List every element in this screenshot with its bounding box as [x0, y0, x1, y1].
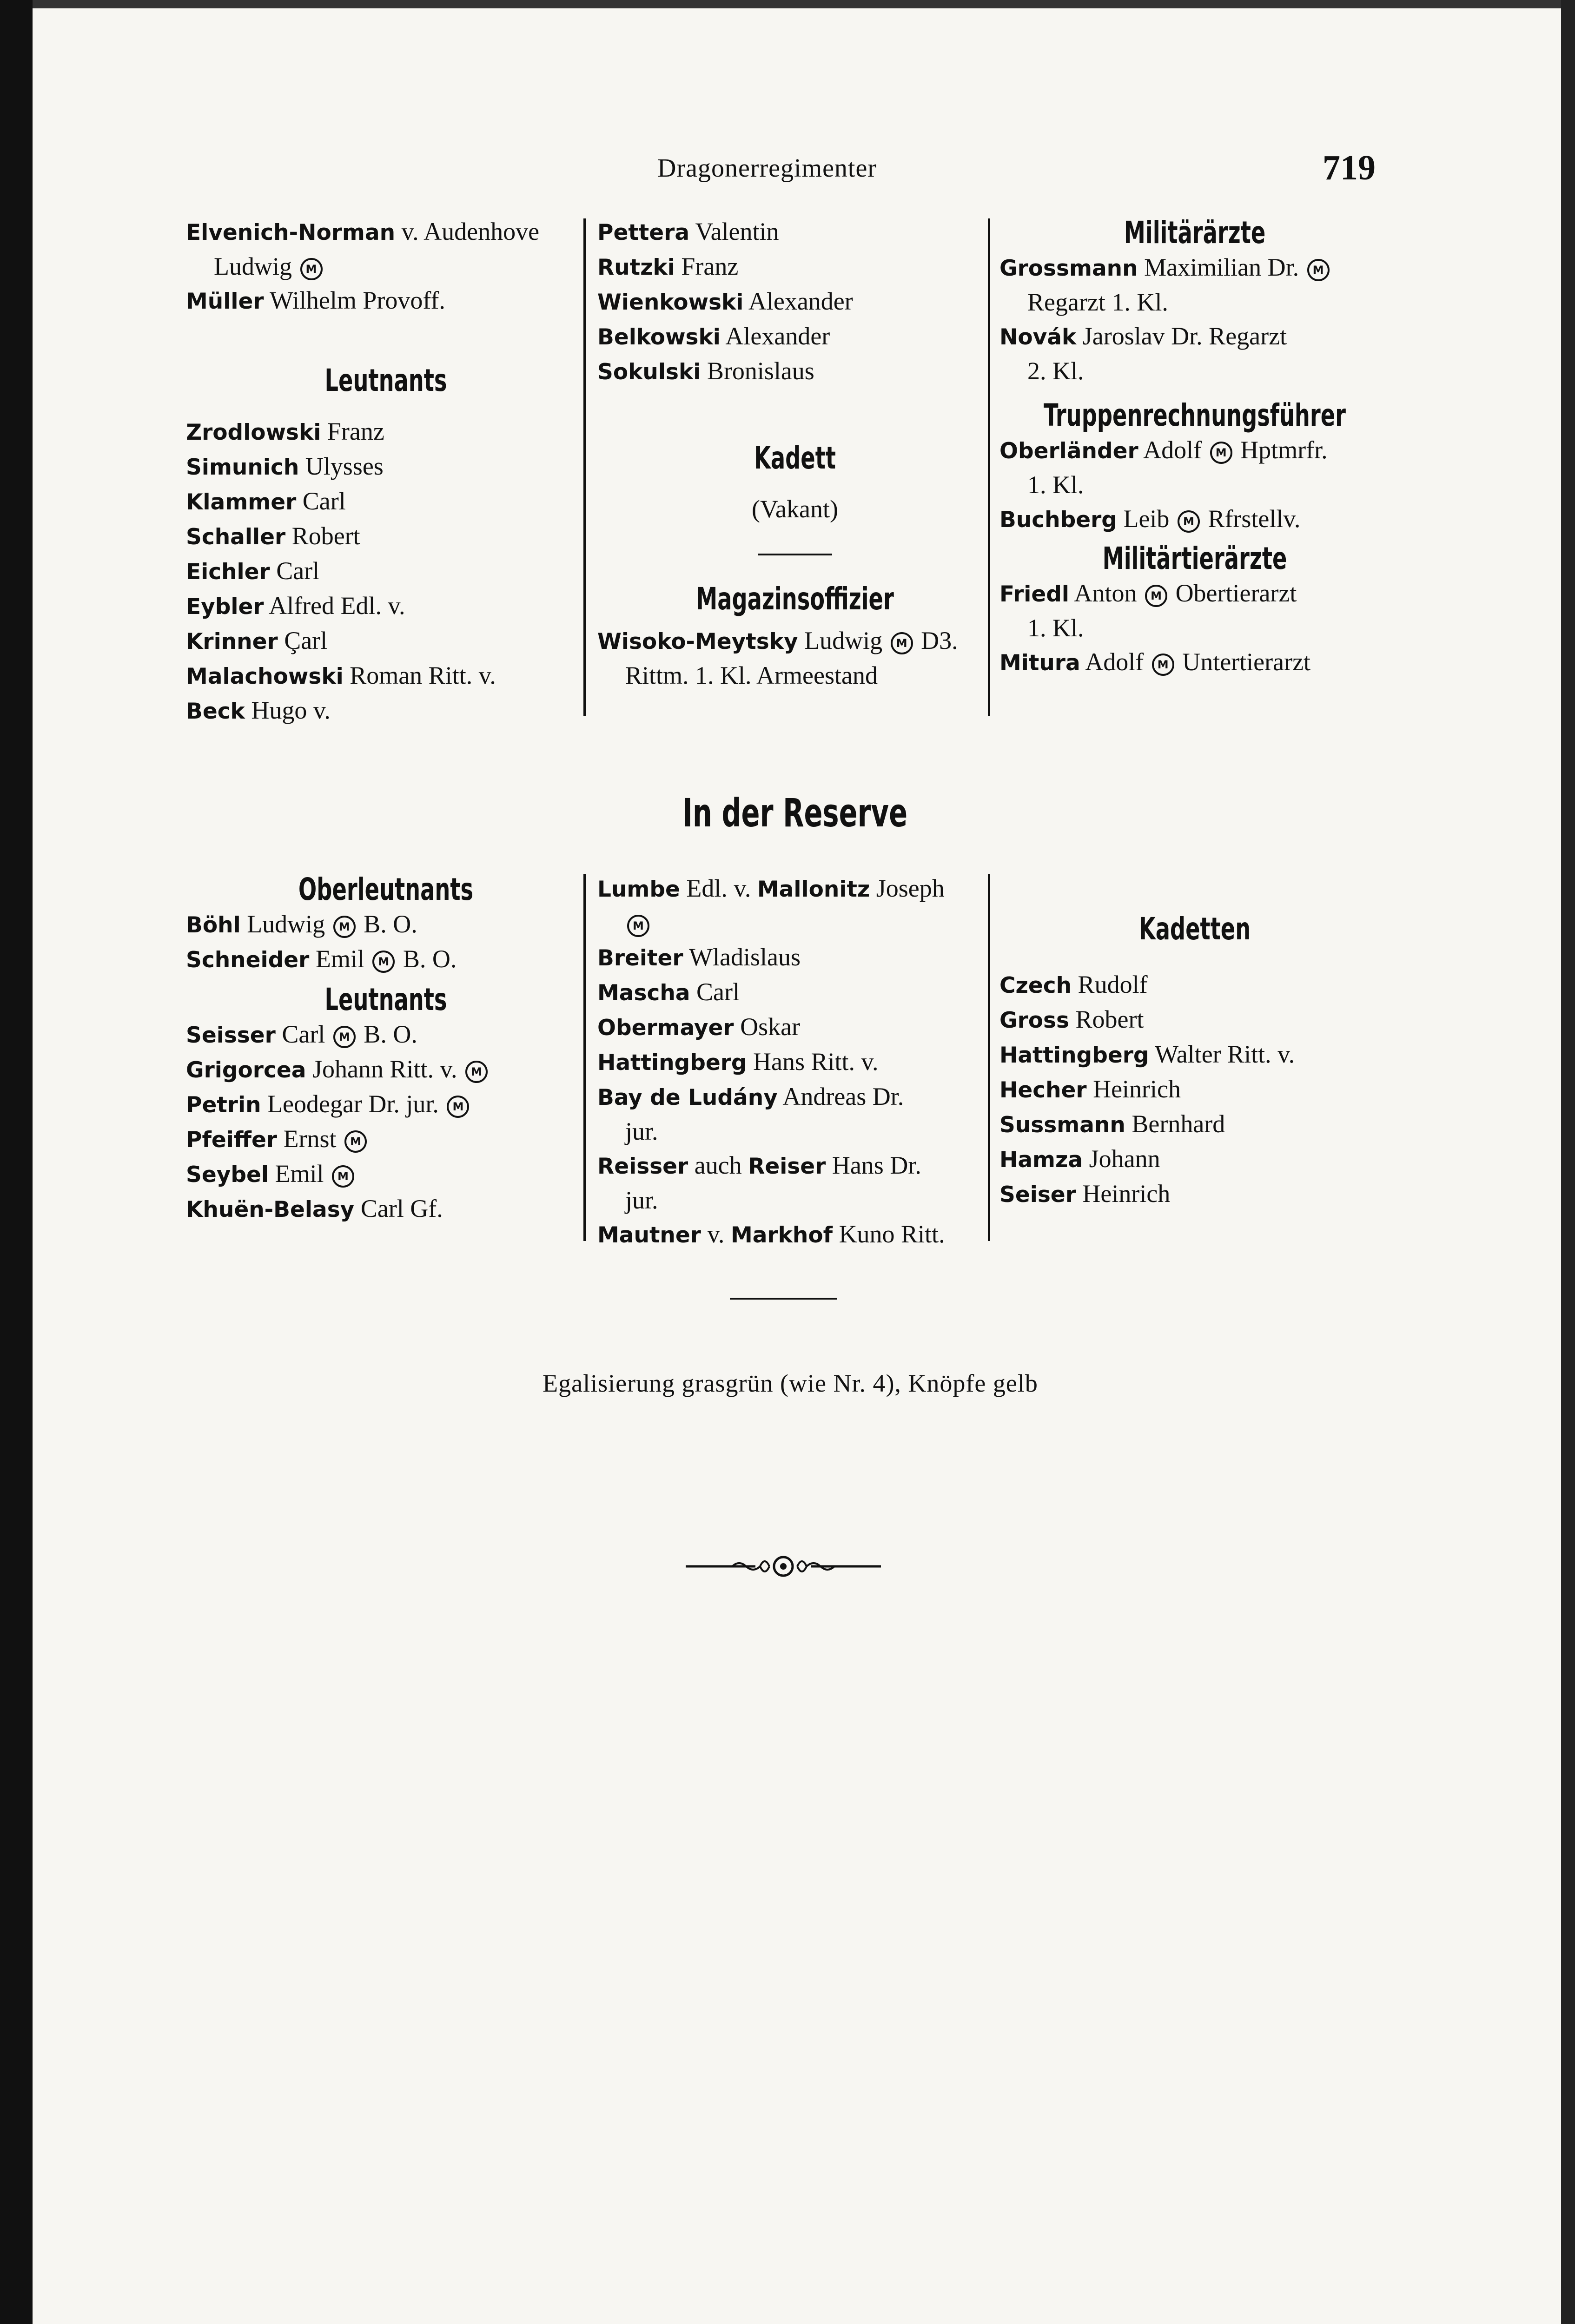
entry-line — [186, 1192, 586, 1227]
entry-rest: Franz — [321, 417, 384, 445]
entry-rest: Alexander — [720, 322, 830, 350]
entry-surname: Lumbe — [597, 877, 680, 902]
entry-line — [597, 1149, 993, 1183]
entry-surname: Reiser — [748, 1154, 826, 1179]
entry-rest: Robert — [285, 522, 360, 550]
entry-line — [999, 285, 1390, 319]
entry-line — [597, 250, 993, 284]
entry-rest: Emil — [269, 1160, 324, 1188]
entry-rest: Kuno Ritt. — [833, 1220, 945, 1248]
reserve-column-1 — [186, 872, 586, 1227]
entry-rest: Andreas Dr. — [777, 1083, 904, 1110]
entry-tail: B. O. — [357, 910, 417, 938]
m-symbol-icon: M — [332, 1165, 354, 1188]
section-heading: Kadetten — [1138, 911, 1251, 947]
entry-surname: Friedl — [999, 581, 1070, 607]
entry-line — [186, 1052, 586, 1087]
m-symbol-icon: M — [891, 632, 913, 654]
entry-surname: Breiter — [597, 945, 683, 971]
entry-line — [999, 468, 1390, 502]
m-symbol-icon: M — [333, 916, 356, 938]
entry-line — [597, 906, 993, 940]
entry-line — [597, 215, 993, 250]
entry-tail: B. O. — [397, 945, 457, 973]
entry-surname: Hattingberg — [999, 1043, 1149, 1068]
entry-line — [186, 1122, 586, 1157]
entry-line — [597, 940, 993, 975]
entry-rest: Johann — [1083, 1145, 1160, 1173]
entry-line — [186, 284, 586, 318]
entry-line — [999, 576, 1390, 611]
entry-line — [186, 624, 586, 659]
entry-rest: Hans Ritt. v. — [747, 1048, 879, 1076]
entry-surname: Rutzki — [597, 255, 675, 280]
entry-surname: Simunich — [186, 455, 299, 480]
m-symbol-icon: M — [1307, 259, 1330, 281]
entry-line — [999, 502, 1390, 537]
entry-surname: Seybel — [186, 1162, 269, 1188]
entry-surname: Pettera — [597, 220, 690, 245]
entry-rest: Hugo v. — [245, 696, 331, 724]
entry-rest: Leodegar Dr. jur. — [261, 1090, 439, 1118]
entry-line — [186, 1087, 586, 1122]
entry-surname: Sussmann — [999, 1112, 1125, 1138]
section-heading: Oberleutnants — [298, 872, 474, 907]
entry-rest: Carl — [270, 557, 320, 585]
entry-rest: Bernhard — [1125, 1110, 1225, 1138]
entry-rest: auch — [688, 1151, 748, 1179]
entry-line — [597, 1010, 993, 1045]
entry-line — [597, 1045, 993, 1080]
entry-tail: Untertierarzt — [1176, 648, 1311, 676]
top-column-1 — [186, 215, 586, 728]
entry-line — [597, 1183, 993, 1217]
entry-rest: Rudolf — [1072, 971, 1148, 998]
scan-edge-top — [0, 0, 1575, 8]
entry-rest: Joseph — [870, 874, 945, 902]
entry-line — [597, 872, 993, 906]
entry-surname: Gross — [999, 1008, 1069, 1033]
entry-surname: Oberländer — [999, 438, 1138, 464]
entry-line — [186, 1157, 586, 1192]
entry-rest: Jaroslav Dr. Regarzt — [1076, 322, 1287, 350]
entry-line — [999, 433, 1390, 468]
entry-line — [999, 1003, 1390, 1037]
entry-surname: Markhof — [730, 1222, 833, 1248]
entry-line — [999, 645, 1390, 680]
entry-rest: Alexander — [743, 287, 853, 315]
entry-surname: Hecher — [999, 1077, 1087, 1103]
entry-line — [597, 975, 993, 1010]
entry-surname: Pfeiffer — [186, 1127, 278, 1153]
entry-rest: Bronislaus — [701, 357, 814, 385]
reserve-column-2 — [597, 872, 993, 1252]
entry-surname: Böhl — [186, 912, 241, 938]
entry-rest: Maximilian Dr. — [1138, 253, 1299, 281]
entry-surname: Schneider — [186, 947, 310, 973]
entry-rest: Franz — [675, 252, 739, 280]
entry-rest: Ludwig — [214, 252, 292, 280]
section-heading: Kadett — [754, 440, 836, 476]
entry-line — [597, 1115, 993, 1149]
entry-rest: Heinrich — [1086, 1075, 1181, 1103]
vakant-text: (Vakant) — [752, 495, 838, 523]
entry-rest: jur. — [625, 1186, 658, 1214]
entry-line — [999, 354, 1390, 388]
entry-line — [999, 1037, 1390, 1072]
entry-rest: Leib — [1117, 505, 1170, 533]
entry-line — [597, 284, 993, 319]
entry-line — [186, 907, 586, 942]
entry-line — [999, 1177, 1390, 1212]
entry-line — [597, 624, 993, 659]
m-symbol-icon: M — [447, 1096, 469, 1118]
entry-line — [186, 1017, 586, 1052]
entry-rest: Carl Gf. — [354, 1195, 443, 1222]
entry-rest: Çarl — [278, 627, 328, 654]
m-symbol-icon: M — [1210, 442, 1232, 464]
entry-line — [186, 449, 586, 484]
entry-line — [597, 1217, 993, 1252]
entry-surname: Müller — [186, 289, 264, 314]
entry-surname: Belkowski — [597, 324, 721, 350]
section-heading: Magazinsoffizier — [696, 581, 894, 617]
entry-surname: Wienkowski — [597, 290, 744, 315]
entry-surname: Klammer — [186, 489, 297, 515]
entry-rest: Edl. v. — [680, 874, 757, 902]
reserve-title: In der Reserve — [682, 790, 908, 836]
entry-surname: Mallonitz — [757, 877, 870, 902]
entry-rest: 2. Kl. — [1027, 357, 1084, 385]
entry-rest: Ernst — [277, 1125, 337, 1153]
entry-tail: Rfrstellv. — [1201, 505, 1301, 533]
entry-rest: Wilhelm Provoff. — [264, 286, 445, 314]
entry-surname: Seiser — [999, 1182, 1076, 1208]
top-column-2 — [597, 215, 993, 693]
m-symbol-icon: M — [627, 915, 649, 937]
entry-rest: Johann Ritt. v. — [306, 1055, 457, 1083]
reserve-column-3 — [999, 872, 1390, 1212]
entry-line — [999, 251, 1390, 285]
entry-surname: Hamza — [999, 1147, 1083, 1173]
entry-rest: Heinrich — [1076, 1180, 1171, 1208]
short-rule — [758, 554, 832, 555]
m-symbol-icon: M — [1152, 654, 1174, 676]
page-number: 719 — [1323, 148, 1376, 187]
entry-line — [597, 319, 993, 354]
entry-surname: Obermayer — [597, 1015, 734, 1041]
entry-surname: Zrodlowski — [186, 420, 321, 445]
m-symbol-icon: M — [1178, 510, 1200, 533]
entry-rest: Wladislaus — [683, 943, 801, 971]
ornament-divider — [686, 1552, 881, 1580]
entry-line — [186, 215, 586, 250]
entry-rest: Robert — [1069, 1005, 1144, 1033]
entry-tail: Hptmrfr. — [1234, 436, 1328, 464]
entry-rest: Hans Dr. — [826, 1151, 921, 1179]
m-symbol-icon: M — [344, 1130, 367, 1153]
entry-rest: Ulysses — [299, 452, 384, 480]
entry-surname: Mascha — [597, 980, 690, 1006]
entry-line — [999, 611, 1390, 645]
entry-tail: D3. — [914, 627, 958, 654]
m-symbol-icon: M — [372, 951, 395, 973]
entry-rest: Carl — [296, 487, 346, 515]
entry-rest: Ludwig — [240, 910, 325, 938]
scan-edge-right — [1561, 0, 1575, 2324]
entry-rest: Roman Ritt. v. — [343, 661, 496, 689]
entry-rest: v. — [701, 1220, 731, 1248]
entry-line — [999, 1142, 1390, 1177]
entry-line — [999, 1107, 1390, 1142]
entry-line — [999, 1072, 1390, 1107]
entry-rest: 1. Kl. — [1027, 614, 1084, 642]
entry-rest: Emil — [309, 945, 364, 973]
entry-rest: Alfred Edl. v. — [264, 592, 405, 620]
entry-rest: 1. Kl. — [1027, 471, 1084, 499]
section-heading: Leutnants — [324, 982, 447, 1017]
entry-surname: Sokulski — [597, 359, 701, 385]
entry-surname: Schaller — [186, 524, 286, 550]
entry-surname: Elvenich-Norman — [186, 220, 396, 245]
entry-rest: v. Audenhove — [395, 218, 540, 245]
entry-surname: Bay de Ludány — [597, 1085, 778, 1110]
section-heading: Truppenrechnungsführer — [1043, 397, 1346, 433]
m-symbol-icon: M — [333, 1026, 356, 1048]
entry-line — [186, 250, 586, 284]
m-symbol-icon: M — [300, 258, 323, 280]
entry-tail: B. O. — [357, 1020, 417, 1048]
entry-line — [186, 484, 586, 519]
entry-line — [999, 319, 1390, 354]
entry-surname: Czech — [999, 973, 1072, 998]
entry-surname: Buchberg — [999, 507, 1117, 533]
running-head: Dragonerregimenter — [657, 154, 877, 183]
entry-rest: Regarzt 1. Kl. — [1027, 288, 1168, 316]
entry-surname: Hattingberg — [597, 1050, 747, 1076]
m-symbol-icon: M — [1145, 585, 1167, 607]
entry-line — [186, 415, 586, 449]
entry-surname: Petrin — [186, 1092, 261, 1118]
entry-rest: Carl — [690, 978, 740, 1006]
entry-surname: Grigorcea — [186, 1057, 306, 1083]
entry-surname: Eybler — [186, 594, 264, 620]
entry-surname: Mitura — [999, 650, 1080, 676]
entry-rest: Oskar — [734, 1013, 801, 1041]
entry-surname: Malachowski — [186, 664, 344, 689]
entry-line — [186, 589, 586, 624]
entry-surname: Khuën-Belasy — [186, 1197, 355, 1222]
entry-tail: Obertierarzt — [1169, 579, 1297, 607]
entry-line — [186, 693, 586, 728]
entry-rest: Ludwig — [798, 627, 883, 654]
entry-surname: Grossmann — [999, 256, 1138, 281]
entry-rest: Valentin — [689, 218, 779, 245]
entry-rest: Carl — [275, 1020, 325, 1048]
entry-line — [186, 554, 586, 589]
entry-surname: Wisoko-Meytsky — [597, 629, 798, 654]
entry-surname: Eichler — [186, 559, 270, 585]
entry-surname: Mautner — [597, 1222, 701, 1248]
entry-line — [597, 354, 993, 389]
entry-line — [186, 942, 586, 977]
entry-rest: Anton — [1069, 579, 1137, 607]
section-heading: Militärtierärzte — [1102, 541, 1287, 576]
entry-line: Rittm. 1. Kl. Armeestand — [625, 661, 878, 689]
entry-line — [186, 659, 586, 693]
m-symbol-icon: M — [465, 1061, 488, 1083]
entry-surname: Beck — [186, 699, 245, 724]
entry-rest: Walter Ritt. v. — [1149, 1040, 1295, 1068]
entry-surname: Novák — [999, 324, 1077, 350]
scan-edge-left — [0, 0, 33, 2324]
entry-surname: Krinner — [186, 629, 278, 654]
entry-rest: jur. — [625, 1117, 658, 1145]
entry-surname: Reisser — [597, 1154, 688, 1179]
section-heading: Militärärzte — [1124, 215, 1266, 251]
footer-text: Egalisierung grasgrün (wie Nr. 4), Knöpfe gelb — [543, 1369, 1038, 1397]
entry-rest: Adolf — [1138, 436, 1202, 464]
section-rule — [730, 1298, 837, 1300]
entry-line — [999, 968, 1390, 1003]
entry-surname: Seisser — [186, 1023, 276, 1048]
entry-line — [186, 519, 586, 554]
section-heading: Leutnants — [324, 363, 447, 398]
entry-rest: Adolf — [1080, 648, 1144, 676]
top-column-3 — [999, 215, 1390, 680]
entry-line — [597, 1080, 993, 1115]
